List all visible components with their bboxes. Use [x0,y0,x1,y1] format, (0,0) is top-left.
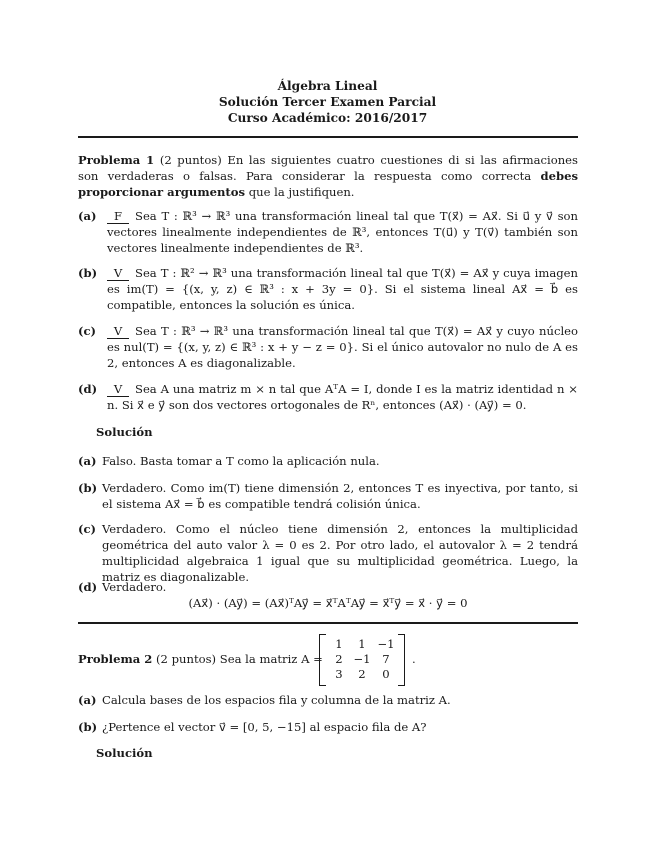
matrix-cell: −1 [377,637,395,651]
answer-blank: V [107,383,129,397]
problem2-question-a [78,692,578,708]
question-label: (a) [78,693,97,707]
problem2-statement [78,628,578,688]
exam-title: Solución Tercer Examen Parcial [218,95,437,109]
question-label: (c) [78,324,97,338]
answer-blank: V [107,267,129,281]
solution-b [78,480,578,512]
problem1-title: Problema 1 [78,153,155,167]
matrix-cell: 7 [382,652,390,666]
course-title: Álgebra Lineal [277,79,378,93]
problem-divider [78,622,578,624]
matrix-left-bracket [319,634,326,686]
question-text: ¿Pertence el vector v⃗ = [0, 5, −15] al espacio fila de A? [102,720,427,734]
matrix-a [319,634,405,684]
problem1-intro-b: que la justifiquen. [245,185,355,199]
problem2-solution-title: Solución [96,746,153,760]
question-text: Sea T : ℝ³ → ℝ³ una transformación lineal tal que T(x⃗) = Ax⃗ y cuyo núcleo es nul(T) = {(x, y, z) ∈ ℝ³ : x + y − z = 0}. Si el único autovalor no nulo de A es 2, entonces A es diagonalizable. [107,324,578,370]
solution-label: (c) [78,522,97,536]
question-d [78,381,578,413]
question-text: Calcula bases de los espacios fila y columna de la matriz A. [102,693,451,707]
solution-label: (b) [78,481,98,495]
solution-label: (d) [78,580,98,594]
question-label: (a) [78,209,97,223]
problem1-intro-a: (2 puntos) En las siguientes cuatro cuestiones di si las afirmaciones son verdaderas o falsas. Para considerar la respuesta como correcta [78,153,578,183]
question-label: (b) [78,720,98,734]
solution-a [78,453,578,469]
header-divider [78,136,578,138]
question-b [78,265,578,313]
matrix-period: . [412,652,416,666]
matrix-cell: 3 [335,667,343,681]
matrix-cell: 1 [335,637,343,651]
answer-blank: V [107,325,129,339]
problem1-intro-bold: debes proporcionar argumentos [78,169,578,199]
solution-text: Verdadero. [102,580,167,594]
problem2-title: Problema 2 [78,652,153,666]
question-c [78,323,578,371]
problem2-intro: (2 puntos) Sea la matriz A = [152,652,323,666]
answer-blank: F [107,210,129,224]
question-label: (b) [78,266,98,280]
matrix-cell: 0 [382,667,390,681]
question-text: Sea T : ℝ³ → ℝ³ una transformación lineal tal que T(x⃗) = Ax⃗. Si u⃗ y v⃗ son vectores linealmente independientes de ℝ³, entonces T(u⃗) y T(v⃗) también son vectores linealmente independientes de ℝ³. [107,209,578,255]
question-text: Sea A una matriz m × n tal que AᵀA = I, donde I es la matriz identidad n × n. Si x⃗ e y⃗ son dos vectores ortogonales de Rⁿ, entonces (Ax⃗) · (Ay⃗) = 0. [107,382,578,412]
solution-text: Falso. Basta tomar a T como la aplicación nula. [102,454,380,468]
matrix-cell: 2 [358,667,366,681]
problem1-statement [78,152,578,200]
solution-title: Solución [96,425,153,439]
matrix-cell: −1 [353,652,371,666]
question-text: Sea T : ℝ² → ℝ³ una transformación lineal tal que T(x⃗) = Ax⃗ y cuya imagen es im(T) = {(x, y, z) ∈ ℝ³ : x + 3y = 0}. Si el sistema lineal Ax⃗ = b⃗ es compatible, entonces la solución es única. [107,266,578,312]
matrix-cell: 2 [335,652,343,666]
solution-d-equation: (Ax⃗) · (Ay⃗) = (Ax⃗)ᵀAy⃗ = x⃗ᵀAᵀAy⃗ = x⃗ᵀy⃗ = x⃗ · y⃗ = 0 [188,596,468,610]
solution-c [78,521,578,585]
document-header [0,78,655,126]
solution-text: Verdadero. Como im(T) tiene dimensión 2, entonces T es inyectiva, por tanto, si el sistema Ax⃗ = b⃗ es compatible tendrá colisión única. [102,481,578,511]
academic-year: Curso Académico: 2016/2017 [227,111,428,125]
problem2-question-b [78,719,578,735]
solution-text: Verdadero. Como el núcleo tiene dimensión 2, entonces la multiplicidad geométrica del auto valor λ = 0 es 2. Por otro lado, el autovalor λ = 2 tendrá multiplicidad algebraica 1 igual que su multiplicidad geométrica. Luego, la matriz es diagonalizable. [102,522,578,584]
solution-d [78,579,578,595]
solution-label: (a) [78,454,97,468]
matrix-cell: 1 [358,637,366,651]
matrix-right-bracket [398,634,405,686]
question-label: (d) [78,382,98,396]
question-a [78,208,578,256]
